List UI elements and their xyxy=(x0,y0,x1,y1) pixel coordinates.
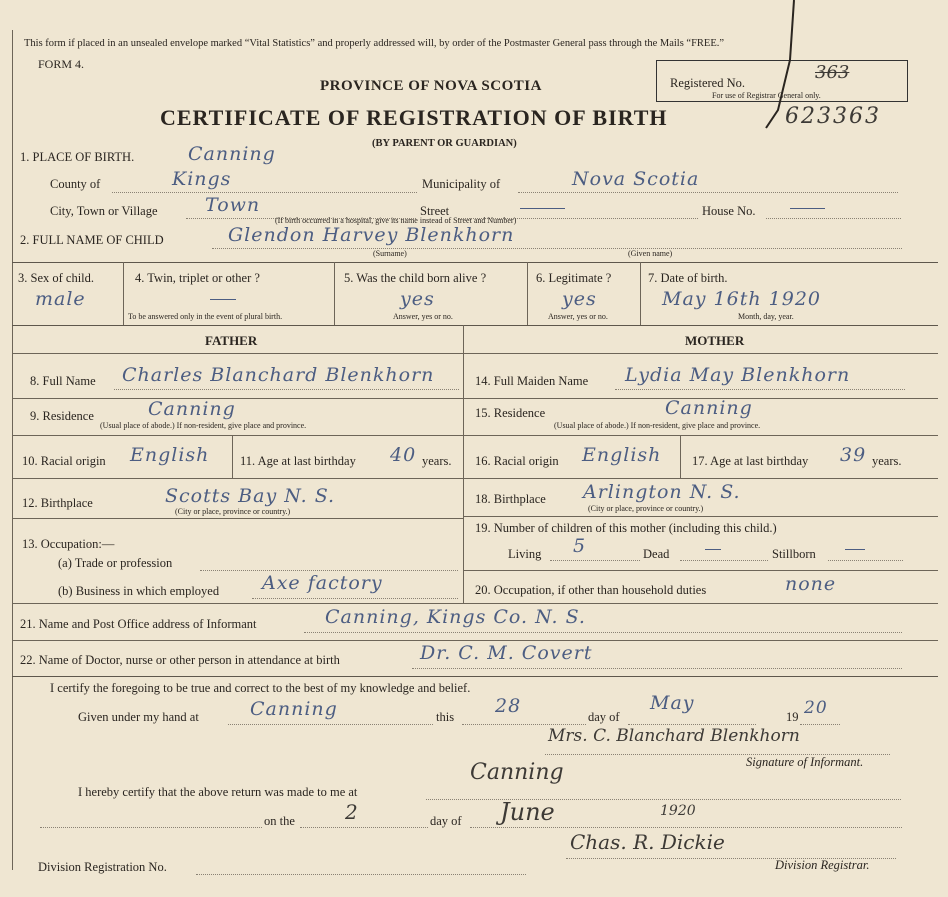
registrar-year-value: 1920 xyxy=(660,803,696,819)
alive-label: 5. Was the child born alive ? xyxy=(344,271,487,285)
mother-age-label: 17. Age at last birthday xyxy=(692,454,809,468)
province-title: PROVINCE OF NOVA SCOTIA xyxy=(320,78,542,94)
mother-residence-value: Canning xyxy=(665,397,753,419)
surname-note: (Surname) xyxy=(373,249,407,258)
certificate-title: CERTIFICATE OF REGISTRATION OF BIRTH xyxy=(160,105,668,130)
mother-heading: MOTHER xyxy=(685,333,745,348)
mother-name-value: Lydia May Blenkhorn xyxy=(625,364,851,386)
registered-number-struck: 363 xyxy=(815,62,850,83)
street-label: Street xyxy=(420,204,450,218)
registrar-day-value: 2 xyxy=(345,800,358,824)
hospital-note: (If birth occurred in a hospital, give its name instead of Street and Number) xyxy=(275,216,517,225)
on-the-label: on the xyxy=(264,814,295,828)
mother-years-label: years. xyxy=(872,454,902,468)
municipality-value: Nova Scotia xyxy=(572,168,700,190)
informant-label: 21. Name and Post Office address of Informant xyxy=(20,617,257,631)
given-month-value: May xyxy=(650,692,695,714)
division-registration-label: Division Registration No. xyxy=(38,860,167,874)
mother-birthplace-value: Arlington N. S. xyxy=(583,481,741,503)
twin-note: To be answered only in the event of plural birth. xyxy=(128,312,283,321)
left-border xyxy=(12,30,13,870)
father-birthplace-value: Scotts Bay N. S. xyxy=(165,485,336,507)
doctor-label: 22. Name of Doctor, nurse or other person in attendance at birth xyxy=(20,653,340,667)
child-name-value: Glendon Harvey Blenkhorn xyxy=(228,224,515,246)
children-count-label: 19. Number of children of this mother (including this child.) xyxy=(475,521,777,535)
year-suffix: 20 xyxy=(804,698,828,718)
legitimate-label: 6. Legitimate ? xyxy=(536,271,612,285)
county-value: Kings xyxy=(172,168,232,190)
father-name-value: Charles Blanchard Blenkhorn xyxy=(122,364,435,386)
twin-label: 4. Twin, triplet or other ? xyxy=(135,271,260,285)
stillborn-label: Stillborn xyxy=(772,547,816,561)
pen-stroke xyxy=(760,0,800,130)
given-name-note: (Given name) xyxy=(628,249,673,258)
given-under-label: Given under my hand at xyxy=(78,710,199,724)
mail-notice: This form if placed in an unsealed envelope marked “Vital Statistics” and properly addressed will, by order of the Postmaster General pass through the Mails “FREE.” xyxy=(24,38,725,49)
sex-label: 3. Sex of child. xyxy=(18,271,95,285)
informant-signature: Mrs. C. Blanchard Blenkhorn xyxy=(548,726,800,746)
father-years-label: years. xyxy=(422,454,452,468)
legitimate-value: yes xyxy=(562,288,597,310)
mother-racial-value: English xyxy=(582,444,662,466)
father-residence-value: Canning xyxy=(148,398,236,420)
city-value: Town xyxy=(205,194,261,216)
dead-label: Dead xyxy=(643,547,670,561)
living-label: Living xyxy=(508,547,542,561)
father-racial-label: 10. Racial origin xyxy=(22,454,106,468)
this-label: this xyxy=(436,710,455,724)
alive-value: yes xyxy=(400,288,435,310)
father-name-label: 8. Full Name xyxy=(30,374,96,388)
father-residence-label: 9. Residence xyxy=(30,409,94,423)
mother-age-value: 39 xyxy=(840,444,867,466)
certificate-subtitle: (BY PARENT OR GUARDIAN) xyxy=(372,138,517,149)
registrar-month-value: June xyxy=(500,798,555,826)
father-birthplace-label: 12. Birthplace xyxy=(22,496,93,510)
registrar-certify-text: I hereby certify that the above return was made to me at xyxy=(78,785,358,799)
given-day-value: 28 xyxy=(495,695,522,717)
municipality-label: Municipality of xyxy=(422,177,501,191)
father-birthplace-note: (City or place, province or country.) xyxy=(175,507,291,516)
place-of-birth-value: Canning xyxy=(188,143,276,165)
county-label: County of xyxy=(50,177,101,191)
registered-number: 623363 xyxy=(785,104,881,129)
alive-note: Answer, yes or no. xyxy=(393,312,453,321)
place-of-birth-label: 1. PLACE OF BIRTH. xyxy=(20,150,135,164)
legitimate-note: Answer, yes or no. xyxy=(548,312,608,321)
child-name-label: 2. FULL NAME OF CHILD xyxy=(20,233,164,247)
registered-label: Registered No. xyxy=(670,76,745,90)
informant-signature-label: Signature of Informant. xyxy=(746,755,864,769)
date-note: Month, day, year. xyxy=(738,312,794,321)
year-prefix: 19 xyxy=(786,710,799,724)
form-number: FORM 4. xyxy=(38,57,85,71)
day-of-label: day of xyxy=(588,710,620,724)
father-heading: FATHER xyxy=(205,333,258,348)
mother-name-label: 14. Full Maiden Name xyxy=(475,374,589,388)
doctor-value: Dr. C. M. Covert xyxy=(420,642,593,664)
date-label: 7. Date of birth. xyxy=(648,271,728,285)
sex-value: male xyxy=(35,288,86,310)
mother-birthplace-note: (City or place, province or country.) xyxy=(588,504,704,513)
father-age-value: 40 xyxy=(390,444,417,466)
house-label: House No. xyxy=(702,204,756,218)
business-label: (b) Business in which employed xyxy=(58,584,220,598)
mother-occupation-value: none xyxy=(785,573,837,595)
date-value: May 16th 1920 xyxy=(662,288,821,310)
father-age-label: 11. Age at last birthday xyxy=(240,454,356,468)
mother-residence-note: (Usual place of abode.) If non-resident, give place and province. xyxy=(554,421,761,430)
registrar-place-value: Canning xyxy=(470,760,564,785)
father-occupation-label: 13. Occupation:— xyxy=(22,537,115,551)
certify-text: I certify the foregoing to be true and correct to the best of my knowledge and belief. xyxy=(50,681,471,695)
mother-occupation-label: 20. Occupation, if other than household duties xyxy=(475,583,707,597)
registrar-signature-label: Division Registrar. xyxy=(775,858,870,872)
father-racial-value: English xyxy=(130,444,210,466)
given-place-value: Canning xyxy=(250,698,338,720)
registrar-signature: Chas. R. Dickie xyxy=(570,830,725,854)
mother-residence-label: 15. Residence xyxy=(475,406,546,420)
father-residence-note: (Usual place of abode.) If non-resident, give place and province. xyxy=(100,421,307,430)
mother-birthplace-label: 18. Birthplace xyxy=(475,492,546,506)
business-value: Axe factory xyxy=(262,572,383,594)
trade-label: (a) Trade or profession xyxy=(58,556,173,570)
living-value: 5 xyxy=(573,535,587,557)
informant-value: Canning, Kings Co. N. S. xyxy=(325,606,586,628)
registered-note: For use of Registrar General only. xyxy=(712,91,821,100)
city-label: City, Town or Village xyxy=(50,204,158,218)
registrar-day-of-label: day of xyxy=(430,814,462,828)
mother-racial-label: 16. Racial origin xyxy=(475,454,559,468)
